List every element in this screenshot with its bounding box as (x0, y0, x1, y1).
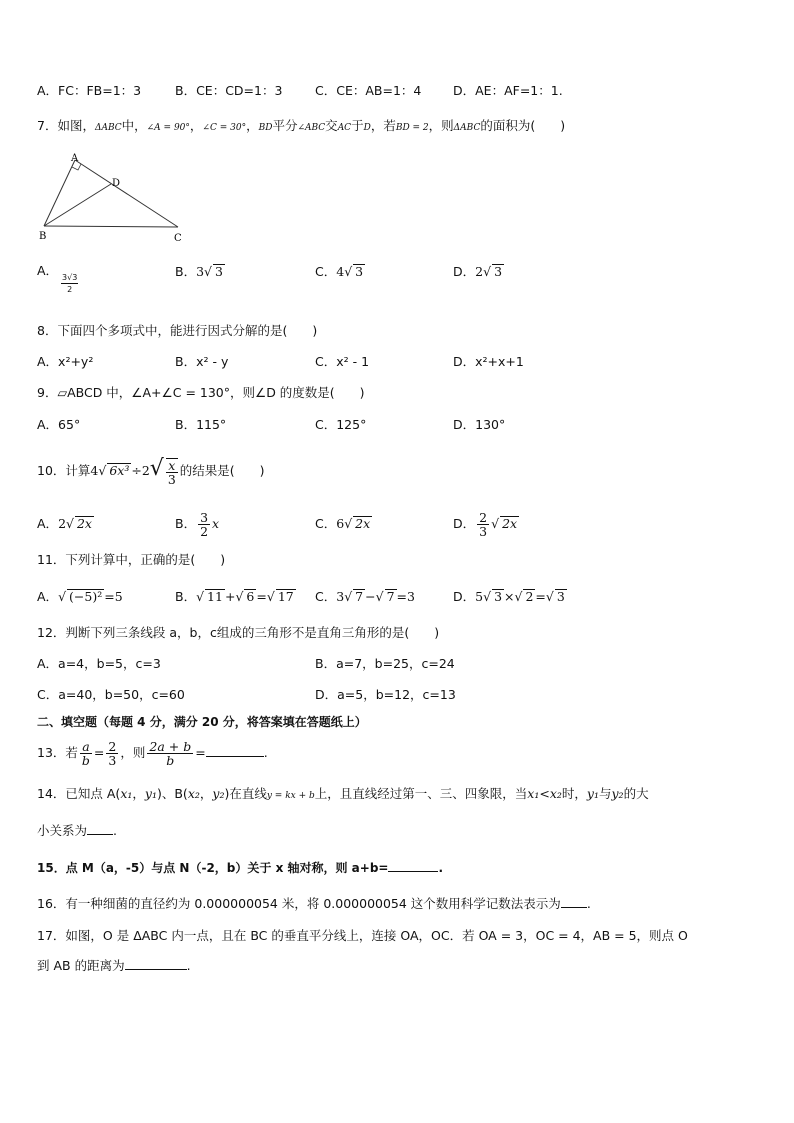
q9-stem: 9．▱ABCD 中，∠A+∠C = 130°，则∠D 的度数是( ) (37, 385, 365, 400)
q8-stem: 8．下面四个多项式中，能进行因式分解的是( ) (37, 323, 318, 338)
q7-option-a: A． (37, 263, 59, 278)
q6-option-c: C．CE：AB=1：4 (315, 83, 422, 98)
q17-stem-line2: 到 AB 的距离为 . (37, 958, 191, 973)
section-2-heading: 二、填空题（每题 4 分，满分 20 分，将答案填在答题纸上） (37, 715, 367, 729)
q12-option-a: A．a=4，b=5，c=3 (37, 656, 161, 671)
q9-option-c: C．125° (315, 417, 367, 432)
q17-stem-line1: 17．如图，O 是 ΔABC 内一点，且在 BC 的垂直平分线上，连接 OA，OC．若 OA = 3，OC = 4，AB = 5，则点 O (37, 928, 688, 943)
q7-stem: 7．如图，ΔABC中，∠A = 90°，∠C = 30°，BD平分∠ABC交AC于D，若BD = 2，则ΔABC的面积为( ) (37, 118, 566, 133)
q12-option-d: D．a=5，b=12，c=13 (315, 687, 456, 702)
q10-option-c: C．6√ 2x (315, 516, 371, 531)
q12-stem: 12．判断下列三条线段 a，b，c组成的三角形不是直角三角形的是( ) (37, 625, 440, 640)
q7-option-c: C．4√ 3 (315, 264, 364, 279)
q11-option-c: C．3√ 7 −√ 7 =3 (315, 589, 415, 604)
q10-option-b: B． $\frac{3}{2}$ x (175, 510, 220, 539)
q6-option-b: B．CE：CD=1：3 (175, 83, 283, 98)
q7-option-d: D．2√ 3 (453, 264, 503, 279)
q10-stem: 10．计算4√ 6x³ ÷2√ $\frac{x}{3}$ 的结果是( ) (37, 456, 265, 487)
q8-option-d: D．x²+x+1 (453, 354, 524, 369)
q8-option-a: A．x²+y² (37, 354, 94, 369)
q12-option-b: B．a=7，b=25，c=24 (315, 656, 455, 671)
q14-stem-line2: 小关系为 . (37, 823, 117, 838)
q16-answer-blank[interactable] (561, 907, 587, 908)
label-d: D (112, 178, 121, 189)
q6-option-a: A．FC：FB=1：3 (37, 83, 142, 98)
q10-option-a: A．2√ 2x (37, 516, 92, 531)
q10-option-d: D． $\frac{2}{3}$ √ 2x (453, 510, 518, 539)
q11-option-b: B．√ 11 +√ 6 =√ 17 (175, 589, 294, 604)
q12-option-c: C．a=40，b=50，c=60 (37, 687, 185, 702)
q14-stem-line1: 14．已知点 A(x₁，y₁)、B(x₂，y₂)在直线y = kx + b上，且直线经过第一、三、四象限，当x₁<x₂时，y₁与y₂的大 (37, 786, 649, 801)
label-b: B (39, 231, 47, 242)
q15-answer-blank[interactable] (388, 871, 438, 872)
label-a: A (71, 153, 79, 164)
q13-stem: 13．若 $\frac{a}{b}$ = $\frac{2}{3}$ ，则 $\frac{2a + b}{b}$ = . (37, 739, 268, 768)
q6-option-d: D．AE：AF=1：1. (453, 83, 563, 98)
q7-option-b: B．3√ 3 (175, 264, 223, 279)
q15-stem: 15．点 M（a，-5）与点 N（-2，b）关于 x 轴对称，则 a+b= . (37, 861, 444, 875)
q13-answer-blank[interactable] (206, 756, 264, 757)
q9-option-d: D．130° (453, 417, 506, 432)
q8-option-b: B．x² - y (175, 354, 229, 369)
q17-answer-blank[interactable] (125, 969, 187, 970)
q9-option-a: A．65° (37, 417, 81, 432)
q9-option-b: B．115° (175, 417, 227, 432)
q8-option-c: C．x² - 1 (315, 354, 370, 369)
q11-option-d: D．5√ 3 ×√ 2 =√ 3 (453, 589, 565, 604)
q11-stem: 11．下列计算中，正确的是( ) (37, 552, 226, 567)
q7-triangle-figure (35, 150, 195, 245)
q16-stem: 16．有一种细菌的直径约为 0.000000054 米，将 0.000000054 这个数用科学记数法表示为 . (37, 896, 591, 911)
q11-option-a: A．√ (−5)² =5 (37, 589, 123, 604)
label-c: C (174, 233, 182, 244)
q7-option-a-fraction: 3√3 2 (62, 273, 78, 294)
q14-answer-blank[interactable] (87, 834, 113, 835)
